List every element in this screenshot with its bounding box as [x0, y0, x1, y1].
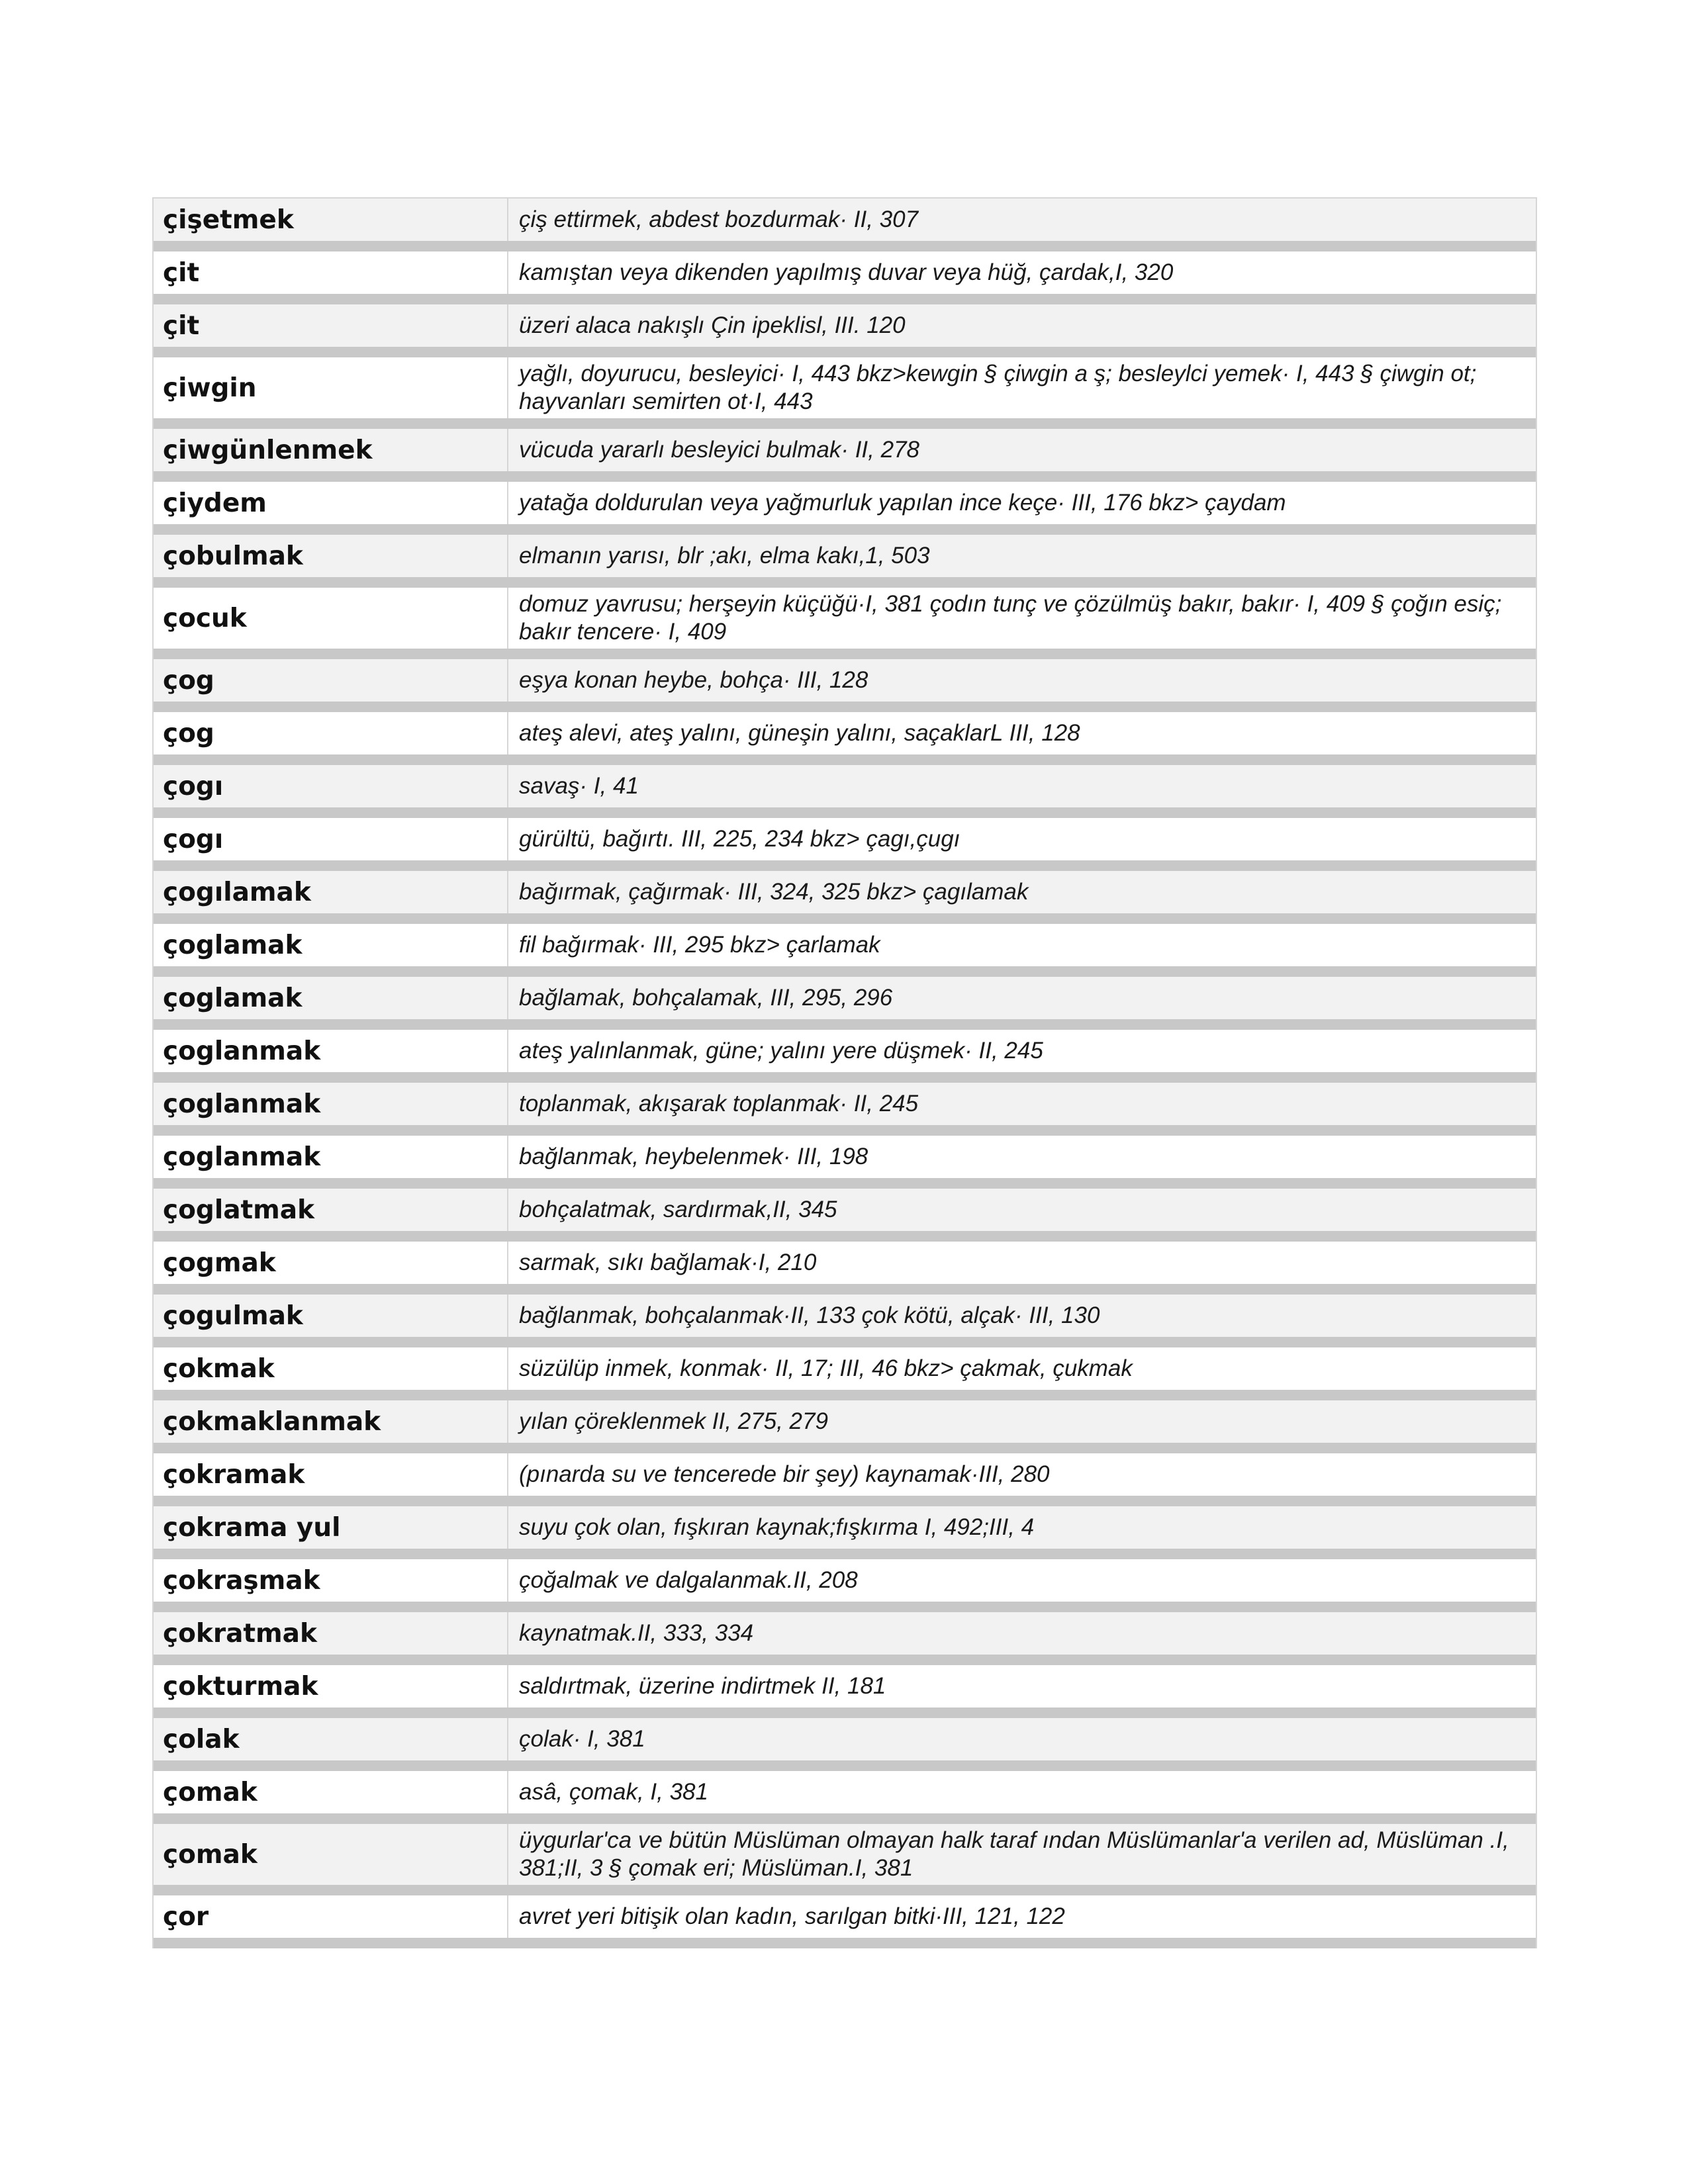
table-row — [154, 1665, 1536, 1718]
definition-cell: sarmak, sıkı bağlamak·I, 210 — [508, 1242, 1536, 1284]
definition-cell: süzülüp inmek, konmak· II, 17; III, 46 bkz> çakmak, çukmak — [508, 1347, 1536, 1390]
table-row — [154, 535, 1536, 588]
definition-cell: toplanmak, akışarak toplanmak· II, 245 — [508, 1083, 1536, 1125]
definition-cell: suyu çok olan, fışkıran kaynak;fışkırma I, 492;III, 4 — [508, 1506, 1536, 1549]
headword-cell: çoglanmak — [154, 1083, 508, 1125]
headword-cell: çoglatmak — [154, 1189, 508, 1231]
definition-cell: kamıştan veya dikenden yapılmış duvar veya hüğ, çardak,I, 320 — [508, 251, 1536, 294]
headword-cell: çor — [154, 1895, 508, 1938]
headword-cell: çiwgin — [154, 357, 508, 418]
definition-cell: eşya konan heybe, bohça· III, 128 — [508, 659, 1536, 702]
table-row — [154, 1453, 1536, 1506]
headword-cell: çit — [154, 251, 508, 294]
definition-cell: yatağa doldurulan veya yağmurluk yapılan ince keçe· III, 176 bkz> çaydam — [508, 482, 1536, 524]
headword-cell: çogılamak — [154, 871, 508, 913]
headword-cell: çokrama yul — [154, 1506, 508, 1549]
headword-cell: çokturmak — [154, 1665, 508, 1707]
table-row — [154, 1895, 1536, 1948]
definition-cell: bağlanmak, bohçalanmak·II, 133 çok kötü, alçak· III, 130 — [508, 1295, 1536, 1337]
headword-cell: çog — [154, 659, 508, 702]
definition-cell: çiş ettirmek, abdest bozdurmak· II, 307 — [508, 199, 1536, 241]
headword-cell: çokmaklanmak — [154, 1400, 508, 1443]
table-row — [154, 199, 1536, 251]
table-row — [154, 1824, 1536, 1895]
headword-cell: çomak — [154, 1771, 508, 1813]
table-row — [154, 1771, 1536, 1824]
table-row — [154, 1347, 1536, 1400]
definition-cell: vücuda yararlı besleyici bulmak· II, 278 — [508, 429, 1536, 471]
table-row — [154, 1400, 1536, 1453]
table-row — [154, 429, 1536, 482]
definition-cell: gürültü, bağırtı. III, 225, 234 bkz> çagı,çugı — [508, 818, 1536, 860]
headword-cell: çit — [154, 304, 508, 347]
definition-cell: bohçalatmak, sardırmak,II, 345 — [508, 1189, 1536, 1231]
definition-cell: ateş yalınlanmak, güne; yalını yere düşmek· II, 245 — [508, 1030, 1536, 1072]
headword-cell: çiydem — [154, 482, 508, 524]
table-row — [154, 818, 1536, 871]
definition-cell: domuz yavrusu; herşeyin küçüğü·I, 381 çodın tunç ve çözülmüş bakır, bakır· I, 409 § çoğın esiç; bakır tencere· I, 409 — [508, 588, 1536, 649]
headword-cell: çiwgünlenmek — [154, 429, 508, 471]
table-row — [154, 659, 1536, 712]
headword-cell: çoglamak — [154, 924, 508, 966]
definition-cell: savaş· I, 41 — [508, 765, 1536, 807]
headword-cell: çobulmak — [154, 535, 508, 577]
table-row — [154, 1136, 1536, 1189]
definition-cell: elmanın yarısı, blr ;akı, elma kakı,1, 503 — [508, 535, 1536, 577]
table-row — [154, 357, 1536, 429]
headword-cell: çoglanmak — [154, 1136, 508, 1178]
headword-cell: çoglanmak — [154, 1030, 508, 1072]
definition-cell: yılan çöreklenmek II, 275, 279 — [508, 1400, 1536, 1443]
headword-cell: çogulmak — [154, 1295, 508, 1337]
definition-cell: üygurlar'ca ve bütün Müslüman olmayan halk taraf ından Müslümanlar'a verilen ad, Müslüman .I, 381;II, 3 § çomak eri; Müslüman.I, 381 — [508, 1824, 1536, 1885]
table-row — [154, 251, 1536, 304]
headword-cell: çogı — [154, 765, 508, 807]
headword-cell: çokratmak — [154, 1612, 508, 1655]
headword-cell: çomak — [154, 1824, 508, 1885]
table-row — [154, 1718, 1536, 1771]
definition-cell: bağırmak, çağırmak· III, 324, 325 bkz> çagılamak — [508, 871, 1536, 913]
headword-cell: çolak — [154, 1718, 508, 1760]
table-row — [154, 712, 1536, 765]
definition-cell: yağlı, doyurucu, besleyici· I, 443 bkz>kewgin § çiwgin a ş; besleylci yemek· I, 443 § çiwgin ot; hayvanları semirten ot·I, 443 — [508, 357, 1536, 418]
definition-cell: avret yeri bitişik olan kadın, sarılgan bitki·III, 121, 122 — [508, 1895, 1536, 1938]
definition-cell: (pınarda su ve tencerede bir şey) kaynamak·III, 280 — [508, 1453, 1536, 1496]
headword-cell: çokramak — [154, 1453, 508, 1496]
headword-cell: çişetmek — [154, 199, 508, 241]
table-row — [154, 977, 1536, 1030]
definition-cell: bağlanmak, heybelenmek· III, 198 — [508, 1136, 1536, 1178]
definition-cell: çoğalmak ve dalgalanmak.II, 208 — [508, 1559, 1536, 1602]
definition-cell: saldırtmak, üzerine indirtmek II, 181 — [508, 1665, 1536, 1707]
definition-cell: asâ, çomak, I, 381 — [508, 1771, 1536, 1813]
definition-cell: ateş alevi, ateş yalını, güneşin yalını, saçaklarL III, 128 — [508, 712, 1536, 754]
table-row — [154, 1242, 1536, 1295]
headword-cell: çokraşmak — [154, 1559, 508, 1602]
table-row — [154, 1083, 1536, 1136]
headword-cell: çocuk — [154, 588, 508, 649]
dictionary-table — [152, 197, 1537, 1948]
table-row — [154, 1559, 1536, 1612]
definition-cell: fil bağırmak· III, 295 bkz> çarlamak — [508, 924, 1536, 966]
definition-cell: üzeri alaca nakışlı Çin ipeklisl, III. 120 — [508, 304, 1536, 347]
table-row — [154, 1612, 1536, 1665]
table-row — [154, 924, 1536, 977]
definition-cell: kaynatmak.II, 333, 334 — [508, 1612, 1536, 1655]
table-row — [154, 1295, 1536, 1347]
headword-cell: çokmak — [154, 1347, 508, 1390]
table-row — [154, 1506, 1536, 1559]
table-row — [154, 871, 1536, 924]
headword-cell: çoglamak — [154, 977, 508, 1019]
definition-cell: çolak· I, 381 — [508, 1718, 1536, 1760]
table-row — [154, 482, 1536, 535]
definition-cell: bağlamak, bohçalamak, III, 295, 296 — [508, 977, 1536, 1019]
table-row — [154, 304, 1536, 357]
headword-cell: çogı — [154, 818, 508, 860]
table-row — [154, 765, 1536, 818]
headword-cell: çogmak — [154, 1242, 508, 1284]
table-row — [154, 1030, 1536, 1083]
table-row — [154, 588, 1536, 659]
table-row — [154, 1189, 1536, 1242]
headword-cell: çog — [154, 712, 508, 754]
